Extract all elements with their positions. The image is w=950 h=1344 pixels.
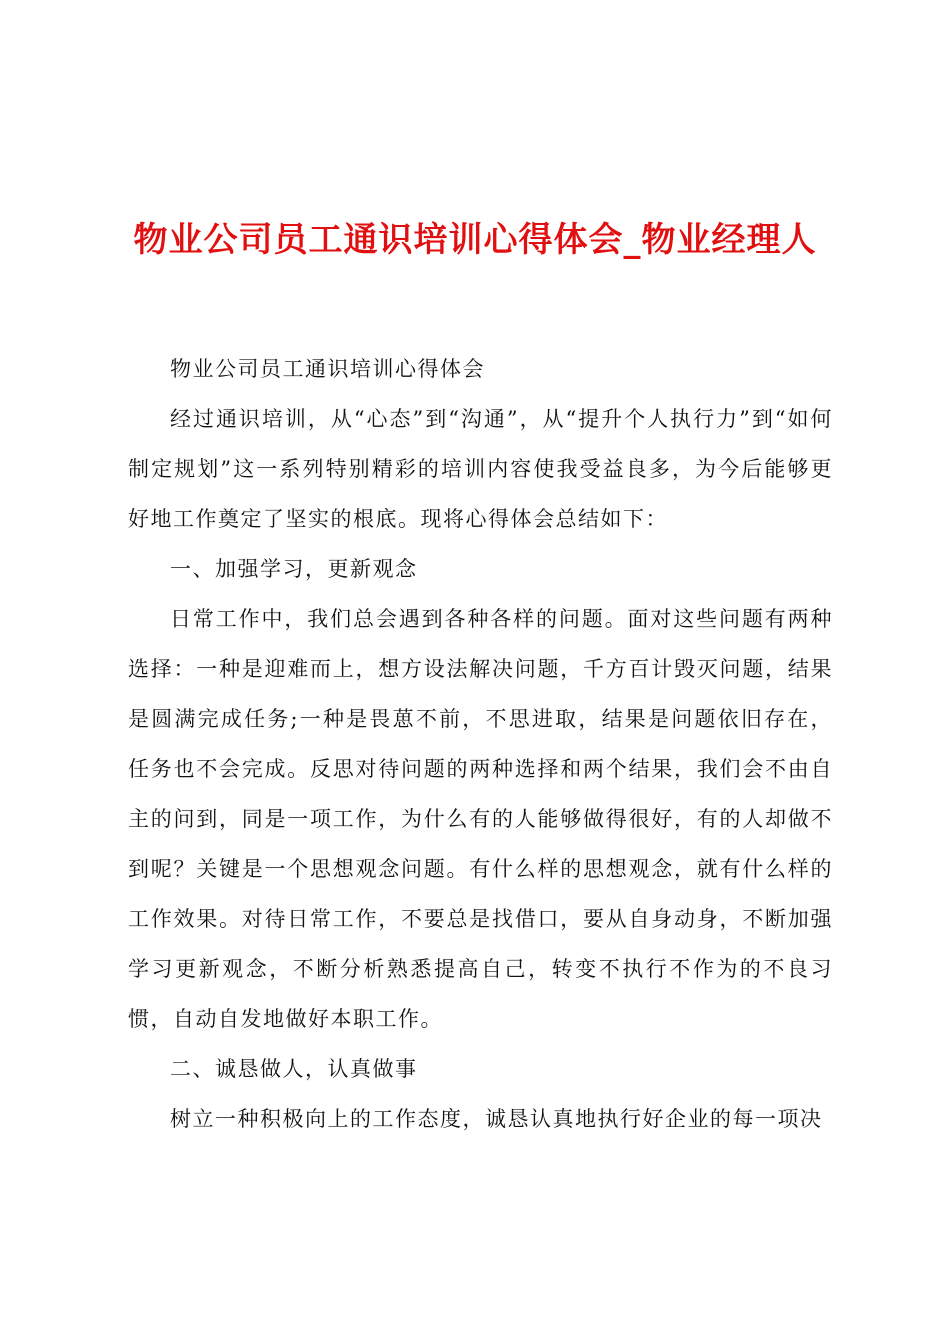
document-title: 物业公司员工通识培训心得体会_物业经理人	[133, 220, 817, 260]
paragraph-intro: 经过通识培训，从“心态”到“沟通”，从“提升个人执行力”到“如何制定规划”这一系列特别精彩的培训内容使我受益良多，为今后能够更好地工作奠定了坚实的根底。现将心得体会总结如下：	[128, 407, 833, 531]
paragraph-subtitle: 物业公司员工通识培训心得体会	[170, 357, 485, 381]
paragraph-section-2: 树立一种积极向上的工作态度，诚恳认真地执行好企业的每一项决	[170, 1107, 823, 1131]
document-body	[128, 344, 833, 1144]
section-heading-2: 二、诚恳做人，认真做事	[170, 1057, 418, 1081]
paragraph-section-1: 日常工作中，我们总会遇到各种各样的问题。面对这些问题有两种选择：一种是迎难而上，想方设法解决问题，千方百计毁灭问题，结果是圆满完成任务;一种是畏葸不前，不思进取，结果是问题依旧存在，任务也不会完成。反思对待问题的两种选择和两个结果，我们会不由自主的问到，同是一项工作，为什么有的人能够做得很好，有的人却做不到呢？关键是一个思想观念问题。有什么样的思想观念，就有什么样的工作效果。对待日常工作，不要总是找借口，要从自身动身，不断加强学习更新观念，不断分析熟悉提高自己，转变不执行不作为的不良习惯，自动自发地做好本职工作。	[128, 607, 833, 1031]
section-heading-1: 一、加强学习，更新观念	[170, 557, 418, 581]
